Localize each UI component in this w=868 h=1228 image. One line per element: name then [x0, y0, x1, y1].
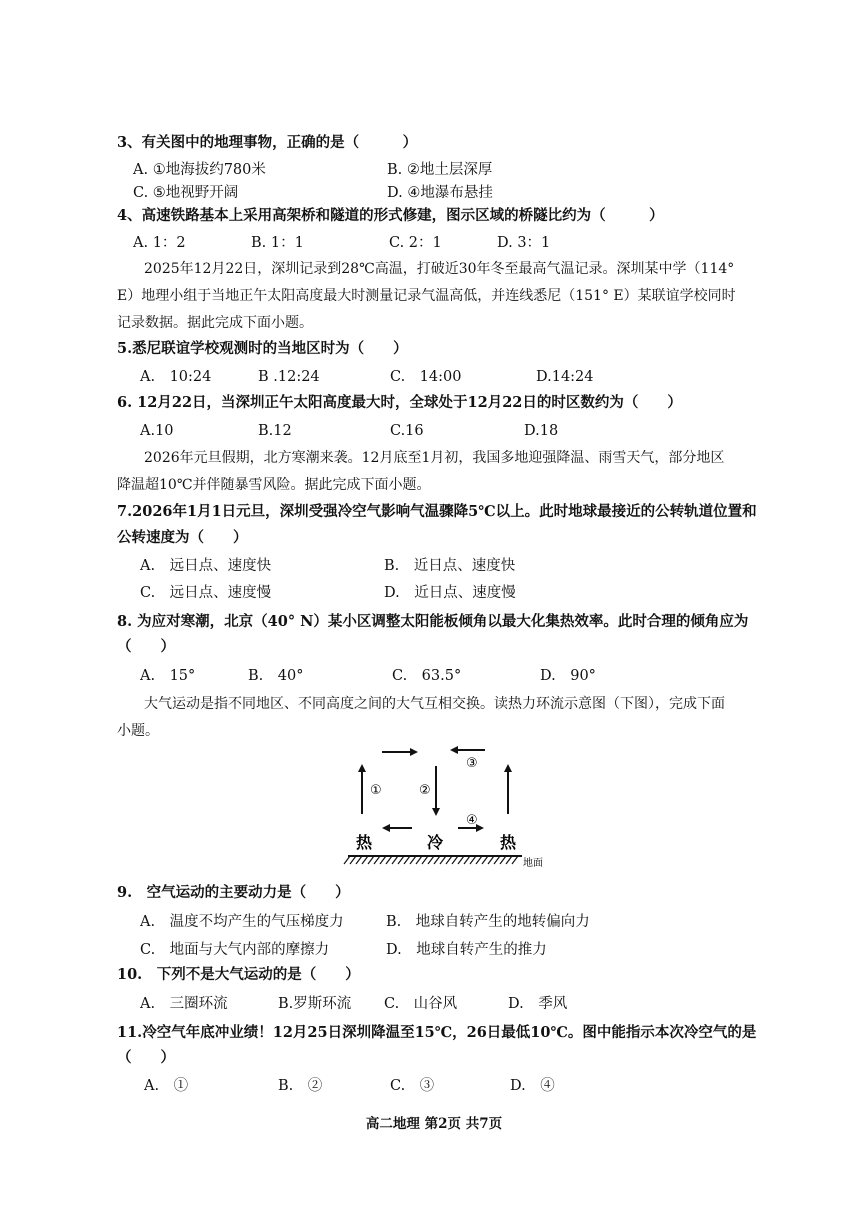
hatch-line: [398, 856, 404, 864]
question-7-option-c: C. 远日点、速度慢: [140, 585, 272, 601]
hatch-line: [452, 856, 458, 864]
question-5-option-a: A. 10:24: [140, 369, 212, 385]
question-5-option-b: B .12:24: [258, 369, 320, 385]
question-3-option-a: A. ①地海拔约780米: [133, 162, 266, 178]
hatch-line: [494, 856, 500, 864]
hatch-line: [434, 856, 440, 864]
question-8-option-b: B. 40°: [248, 668, 304, 684]
hatch-line: [356, 856, 362, 864]
question-7-stem-line-2: 公转速度为（ ）: [117, 529, 248, 546]
question-5-stem: 5.悉尼联谊学校观测时的当地区时为（ ）: [117, 340, 408, 357]
question-10-option-b: B.罗斯环流: [278, 996, 352, 1012]
question-3-stem: 3、有关图中的地理事物，正确的是（ ）: [117, 134, 418, 151]
question-3-option-c: C. ⑤地视野开阔: [133, 185, 239, 201]
question-3-option-b: B. ②地土层深厚: [387, 162, 493, 178]
passage-1-line-1: 2025年12月22日，深圳记录到28℃高温，打破近30年冬至最高气温记录。深圳某中学（114°: [144, 261, 735, 277]
hatch-line: [506, 856, 512, 864]
hatch-line: [440, 856, 446, 864]
question-8-stem-line-2: （ ）: [117, 638, 175, 655]
question-11-stem-line-1: 11.冷空气年底冲业绩！12月25日深圳降温至15℃，26日最低10℃。图中能指示本次冷空气的是: [117, 1024, 757, 1041]
hatch-line: [488, 856, 494, 864]
question-5-option-d: D.14:24: [536, 369, 594, 385]
hatch-line: [482, 856, 488, 864]
question-3-option-d: D. ④地瀑布悬挂: [387, 185, 493, 201]
passage-3-line-2: 小题。: [117, 723, 159, 739]
question-6-option-a: A.10: [140, 423, 174, 439]
hatch-line: [374, 856, 380, 864]
question-8-stem-line-1: 8. 为应对寒潮，北京（40° N）某小区调整太阳能板倾角以最大化集热效率。此时合理的倾角应为: [117, 613, 749, 630]
ground-hatching: [344, 856, 518, 864]
question-10-stem: 10. 下列不是大气运动的是（ ）: [117, 966, 360, 983]
hatch-line: [416, 856, 422, 864]
page-footer: 高二地理 第2页 共7页: [365, 1116, 503, 1132]
question-8-option-a: A. 15°: [140, 668, 196, 684]
hatch-line: [476, 856, 482, 864]
question-6-option-b: B.12: [258, 423, 292, 439]
question-4-stem: 4、高速铁路基本上采用高架桥和隧道的形式修建，图示区域的桥隧比约为（ ）: [117, 207, 664, 224]
question-6-option-d: D.18: [524, 423, 559, 439]
ground-label: 地面: [523, 858, 543, 869]
hatch-line: [464, 856, 470, 864]
hot-label-right: 热: [500, 833, 517, 852]
hatch-line: [500, 856, 506, 864]
question-9-option-b: B. 地球自转产生的地转偏向力: [386, 914, 590, 930]
question-11-stem-line-2: （ ）: [117, 1049, 175, 1066]
hatch-line: [350, 856, 356, 864]
question-11-option-d: D. ④: [510, 1078, 555, 1094]
question-7-stem-line-1: 7.2026年1月1日元旦，深圳受强冷空气影响气温骤降5℃以上。此时地球最接近的公转轨道位置和: [117, 503, 757, 520]
question-11-option-a: A. ①: [144, 1078, 189, 1094]
question-7-option-a: A. 远日点、速度快: [140, 558, 272, 574]
label-2: ②: [419, 783, 431, 798]
hot-label-left: 热: [356, 833, 373, 852]
hatch-line: [428, 856, 434, 864]
passage-3-line-1: 大气运动是指不同地区、不同高度之间的大气互相交换。读热力环流示意图（下图），完成下面: [144, 696, 725, 712]
question-4-option-d: D. 3：1: [497, 235, 551, 251]
question-8-option-d: D. 90°: [540, 668, 596, 684]
question-10-option-d: D. 季风: [508, 996, 568, 1012]
hatch-line: [392, 856, 398, 864]
hatch-line: [458, 856, 464, 864]
thermal-circulation-diagram: [340, 742, 560, 872]
question-9-option-d: D. 地球自转产生的推力: [386, 942, 547, 958]
question-11-option-c: C. ③: [390, 1078, 435, 1094]
question-6-option-c: C.16: [390, 423, 424, 439]
question-8-option-c: C. 63.5°: [392, 668, 462, 684]
question-10-option-a: A. 三圈环流: [140, 996, 228, 1012]
question-9-option-a: A. 温度不均产生的气压梯度力: [140, 914, 344, 930]
passage-2-line-2: 降温超10℃并伴随暴雪风险。据此完成下面小题。: [117, 477, 431, 493]
question-10-option-c: C. 山谷风: [384, 996, 458, 1012]
hatch-line: [380, 856, 386, 864]
question-4-option-c: C. 2：1: [389, 235, 442, 251]
question-4-option-a: A. 1：2: [133, 235, 186, 251]
hatch-line: [368, 856, 374, 864]
hatch-line: [362, 856, 368, 864]
hatch-line: [470, 856, 476, 864]
cold-label: 冷: [427, 833, 444, 852]
hatch-line: [344, 856, 350, 864]
question-7-option-b: B. 近日点、速度快: [384, 558, 516, 574]
hatch-line: [386, 856, 392, 864]
passage-2-line-1: 2026年元旦假期，北方寒潮来袭。12月底至1月初，我国多地迎强降温、雨雪天气，部分地区: [144, 450, 725, 466]
question-7-option-d: D. 近日点、速度慢: [384, 585, 516, 601]
hatch-line: [404, 856, 410, 864]
hatch-line: [512, 856, 518, 864]
passage-1-line-2: E）地理小组于当地正午太阳高度最大时测量记录气温高低，并连线悉尼（151° E）某联谊学校同时: [117, 288, 736, 304]
question-9-option-c: C. 地面与大气内部的摩擦力: [140, 942, 330, 958]
passage-1-line-3: 记录数据。据此完成下面小题。: [117, 315, 313, 331]
label-4: ④: [466, 813, 478, 828]
label-3: ③: [466, 756, 478, 771]
question-9-stem: 9. 空气运动的主要动力是（ ）: [117, 884, 350, 901]
question-5-option-c: C. 14:00: [390, 369, 462, 385]
hatch-line: [410, 856, 416, 864]
label-1: ①: [370, 783, 382, 798]
hatch-line: [446, 856, 452, 864]
question-4-option-b: B. 1：1: [251, 235, 304, 251]
hatch-line: [422, 856, 428, 864]
question-6-stem: 6. 12月22日，当深圳正午太阳高度最大时，全球处于12月22日的时区数约为（ ）: [117, 394, 682, 411]
question-11-option-b: B. ②: [278, 1078, 323, 1094]
